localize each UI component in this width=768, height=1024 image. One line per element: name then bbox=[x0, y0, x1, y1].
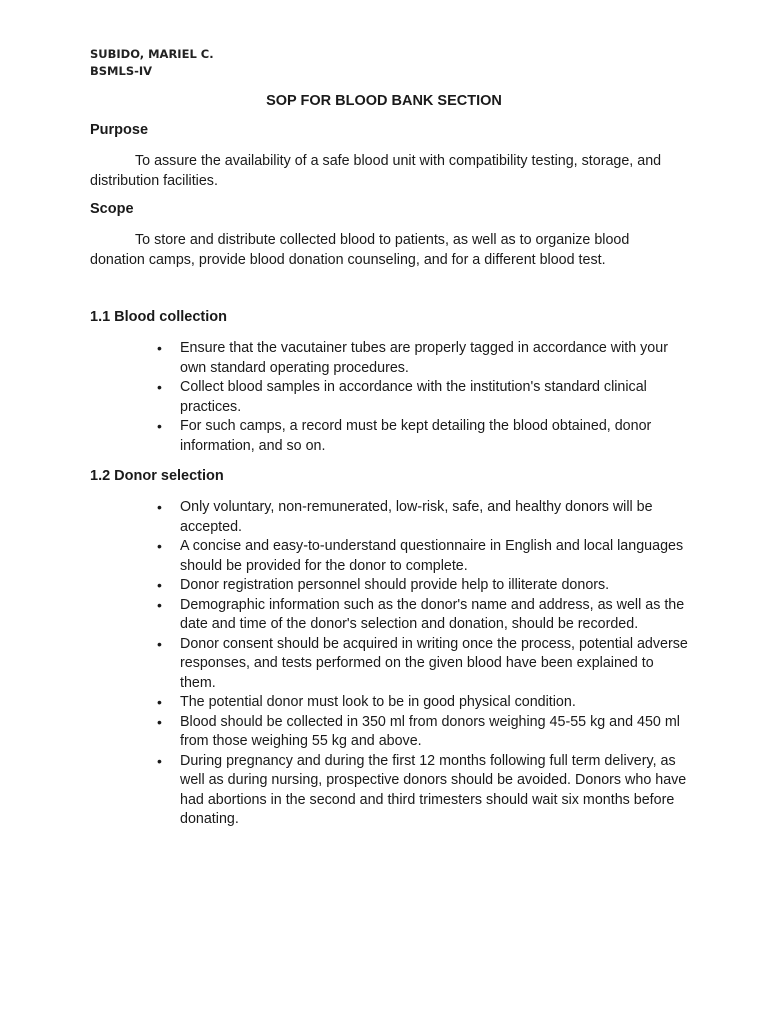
list-item: • Demographic information such as the donor's name and address, as well as the date and time of the donor's selection and donation, should be recorded. bbox=[157, 596, 685, 632]
blood-collection-heading: 1.1 Blood collection bbox=[90, 309, 227, 325]
list-item: • Donor registration personnel should provide help to illiterate donors. bbox=[152, 576, 692, 596]
donor-selection-heading: 1.2 Donor selection bbox=[90, 468, 224, 484]
author-course: BSMLS-IV bbox=[90, 64, 153, 78]
purpose-text: To assure the availability of a safe blood unit with compatibility testing, storage, and distribution facilities. bbox=[90, 153, 662, 189]
purpose-heading: Purpose bbox=[90, 122, 149, 138]
bullet-icon: • bbox=[157, 340, 162, 356]
bullet-icon: • bbox=[157, 713, 162, 730]
scope-paragraph bbox=[90, 231, 680, 270]
list-item: • The potential donor must look to be in good physical condition. bbox=[152, 693, 692, 713]
author-block bbox=[90, 46, 214, 80]
bullet-icon: • bbox=[157, 379, 162, 395]
list-item: • Ensure that the vacutainer tubes are properly tagged in accordance with your own standard operating procedures. bbox=[157, 340, 668, 376]
document-title: SOP FOR BLOOD BANK SECTION bbox=[266, 93, 502, 109]
bullet-icon: • bbox=[157, 694, 162, 710]
bullet-icon: • bbox=[157, 635, 162, 652]
bullet-icon: • bbox=[157, 752, 162, 769]
list-item: • A concise and easy-to-understand questionnaire in English and local languages should be provided for the donor to complete. bbox=[157, 538, 684, 574]
bullet-icon: • bbox=[157, 577, 162, 593]
scope-heading: Scope bbox=[90, 201, 134, 217]
list-item: • Donor consent should be acquired in writing once the process, potential adverse responses, and tests performed on the given blood have been explained to them. bbox=[157, 635, 688, 691]
blood-collection-list bbox=[152, 339, 692, 456]
author-name: SUBIDO, MARIEL C. bbox=[90, 47, 214, 61]
donor-selection-list bbox=[152, 498, 692, 830]
list-item: • Blood should be collected in 350 ml from donors weighing 45-55 kg and 450 ml from those weighing 55 kg and above. bbox=[157, 713, 680, 749]
purpose-paragraph bbox=[90, 152, 680, 191]
list-item: • Collect blood samples in accordance with the institution's standard clinical practices. bbox=[157, 379, 647, 415]
bullet-icon: • bbox=[157, 499, 162, 515]
bullet-icon: • bbox=[157, 538, 162, 554]
bullet-icon: • bbox=[157, 418, 162, 434]
bullet-icon: • bbox=[157, 596, 162, 613]
list-item: • For such camps, a record must be kept detailing the blood obtained, donor information, and so on. bbox=[157, 418, 652, 454]
list-item: • During pregnancy and during the first 12 months following full term delivery, as well as during nursing, prospective donors should be avoided. Donors who have had abortions in the second and third trimesters should wait six months before donating. bbox=[157, 752, 687, 827]
scope-text: To store and distribute collected blood to patients, as well as to organize blood donation camps, provide blood donation counseling, and for a different blood test. bbox=[90, 232, 630, 268]
list-item: • Only voluntary, non-remunerated, low-risk, safe, and healthy donors will be accepted. bbox=[157, 499, 653, 535]
